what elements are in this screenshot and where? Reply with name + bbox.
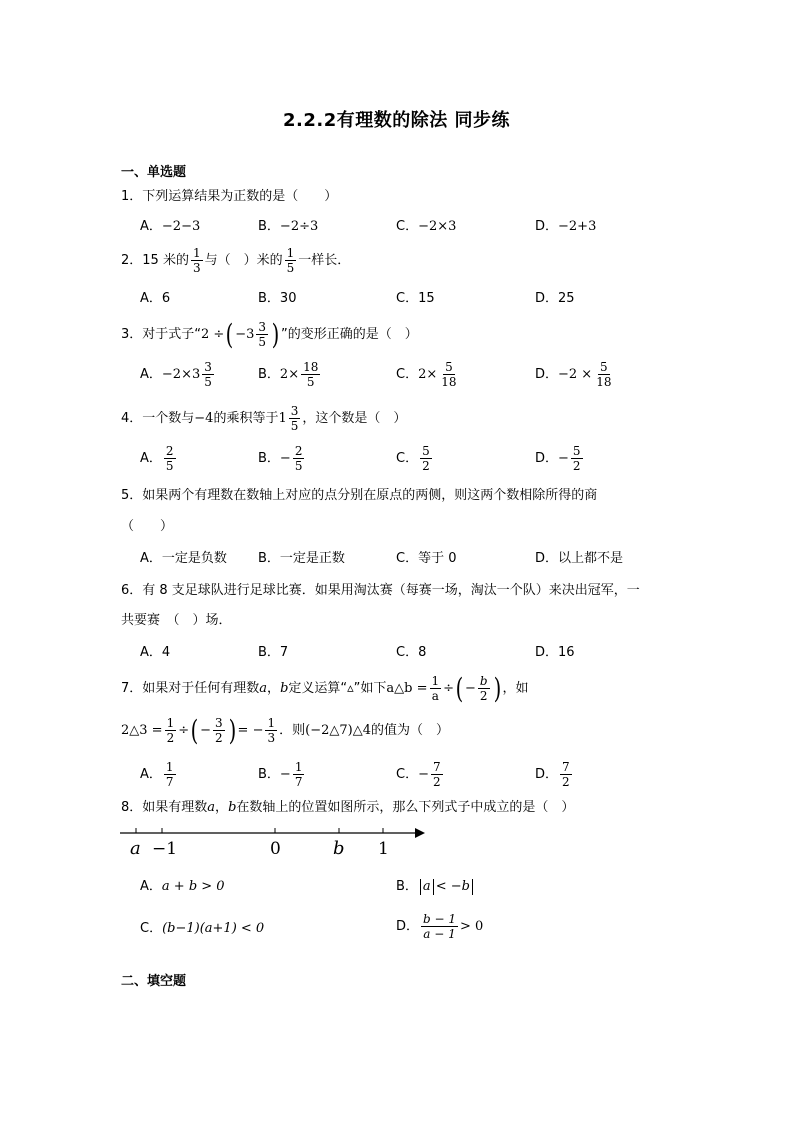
question-6-stem: 6．有 8 支足球队进行足球比赛．如果用淘汰赛（每赛一场，淘汰一个队）来决出冠军，一 bbox=[121, 583, 640, 598]
question-4-stem: 4．一个数与 −4 的乘积等于 1 $\frac{3}{5}$ ，这个数是（ ） bbox=[121, 404, 407, 433]
q6-option-b[interactable]: B．7 bbox=[258, 645, 289, 660]
question-5-stem-line2: （ ） bbox=[121, 519, 174, 534]
axis-label-minus-one: −1 bbox=[152, 839, 178, 859]
q5-option-b[interactable]: B．一定是正数 bbox=[258, 551, 345, 566]
section-heading-fill-blank: 二、填空题 bbox=[121, 974, 187, 989]
q8-option-d[interactable]: D． $\frac{b - 1}{a - 1}$ > 0 bbox=[396, 912, 484, 941]
section-heading-single-choice: 一、单选题 bbox=[121, 165, 187, 180]
q1-option-d[interactable]: D． −2+3 bbox=[535, 219, 597, 234]
q1-option-b[interactable]: B． −2÷3 bbox=[258, 219, 319, 234]
q7-option-a[interactable]: A． $\frac{1}{7}$ bbox=[140, 760, 174, 789]
question-7-stem: 7．如果对于任何有理数 a ， b 定义运算“▵”如下 a△b = $\frac{1}{a}$ ÷ ( − $\frac{b}{2}$ ) ，如 bbox=[121, 671, 529, 705]
q5-option-d[interactable]: D．以上都不是 bbox=[535, 551, 624, 566]
question-6-stem-line2: 共要赛 （ ）场． bbox=[121, 613, 232, 628]
q8-option-a[interactable]: A． a + b > 0 bbox=[140, 879, 225, 894]
axis-label-one: 1 bbox=[378, 839, 389, 859]
q8-option-c[interactable]: C． (b−1)(a+1) < 0 bbox=[140, 921, 265, 936]
number-line-diagram bbox=[115, 822, 425, 862]
question-2-stem: 2．15 米的 $\frac{1}{3}$ 与（ ）米的 $\frac{1}{5}$ 一样长． bbox=[121, 246, 351, 275]
question-8-stem: 8．如果有理数 a ， b 在数轴上的位置如图所示，那么下列式子中成立的是（ ） bbox=[121, 800, 575, 815]
q5-option-a[interactable]: A．一定是负数 bbox=[140, 551, 227, 566]
question-1-stem: 1．下列运算结果为正数的是（ ） bbox=[121, 189, 338, 204]
q7-option-b[interactable]: B． − $\frac{1}{7}$ bbox=[258, 760, 303, 789]
q2-option-b[interactable]: B．30 bbox=[258, 291, 297, 306]
fraction: $\frac{1}{3}$ bbox=[192, 246, 201, 275]
question-3-stem: 3．对于式子“ 2 ÷ ( −3 $\frac{3}{5}$ ) ”的变形正确的是（ ） bbox=[121, 317, 418, 351]
q6-option-a[interactable]: A．4 bbox=[140, 645, 171, 660]
fraction: $\frac{1}{5}$ bbox=[286, 246, 295, 275]
q4-option-b[interactable]: B． − $\frac{2}{5}$ bbox=[258, 444, 303, 473]
q6-option-d[interactable]: D．16 bbox=[535, 645, 575, 660]
q3-option-b[interactable]: B． 2× $\frac{18}{5}$ bbox=[258, 360, 319, 389]
q2-option-a[interactable]: A．6 bbox=[140, 291, 171, 306]
fraction: $\frac{3}{5}$ bbox=[290, 404, 299, 433]
question-7-stem-line2: 2△3 = $\frac{1}{2}$ ÷ ( − $\frac{3}{2}$ ) = − $\frac{1}{3}$ ．则 (−2△7)△4 的值为（ ） bbox=[121, 713, 449, 747]
axis-label-zero: 0 bbox=[270, 839, 281, 859]
q3-option-a[interactable]: A． −2×3 $\frac{3}{5}$ bbox=[140, 360, 212, 389]
q5-option-c[interactable]: C．等于 0 bbox=[396, 551, 457, 566]
arrow-head-icon bbox=[415, 828, 425, 838]
page-title: 2.2.2有理数的除法 同步练 bbox=[282, 110, 510, 131]
q1-option-c[interactable]: C． −2×3 bbox=[396, 219, 457, 234]
q4-option-d[interactable]: D． − $\frac{5}{2}$ bbox=[535, 444, 581, 473]
fraction: $\frac{3}{5}$ bbox=[258, 320, 267, 349]
q7-option-d[interactable]: D． $\frac{7}{2}$ bbox=[535, 760, 570, 789]
q2-option-d[interactable]: D．25 bbox=[535, 291, 575, 306]
q7-option-c[interactable]: C． − $\frac{7}{2}$ bbox=[396, 760, 441, 789]
q1-option-a[interactable]: A． −2−3 bbox=[140, 219, 201, 234]
q3-option-d[interactable]: D． −2 × $\frac{5}{18}$ bbox=[535, 360, 612, 389]
axis-label-a: a bbox=[130, 838, 141, 859]
axis-label-b: b bbox=[333, 838, 345, 859]
q2-option-c[interactable]: C．15 bbox=[396, 291, 435, 306]
q4-option-c[interactable]: C． $\frac{5}{2}$ bbox=[396, 444, 430, 473]
q6-option-c[interactable]: C．8 bbox=[396, 645, 427, 660]
q8-option-b[interactable]: B． a < −b bbox=[396, 876, 475, 898]
question-5-stem: 5．如果两个有理数在数轴上对应的点分别在原点的两侧，则这两个数相除所得的商 bbox=[121, 488, 598, 503]
q4-option-a[interactable]: A． $\frac{2}{5}$ bbox=[140, 444, 174, 473]
q3-option-c[interactable]: C． 2× $\frac{5}{18}$ bbox=[396, 360, 457, 389]
